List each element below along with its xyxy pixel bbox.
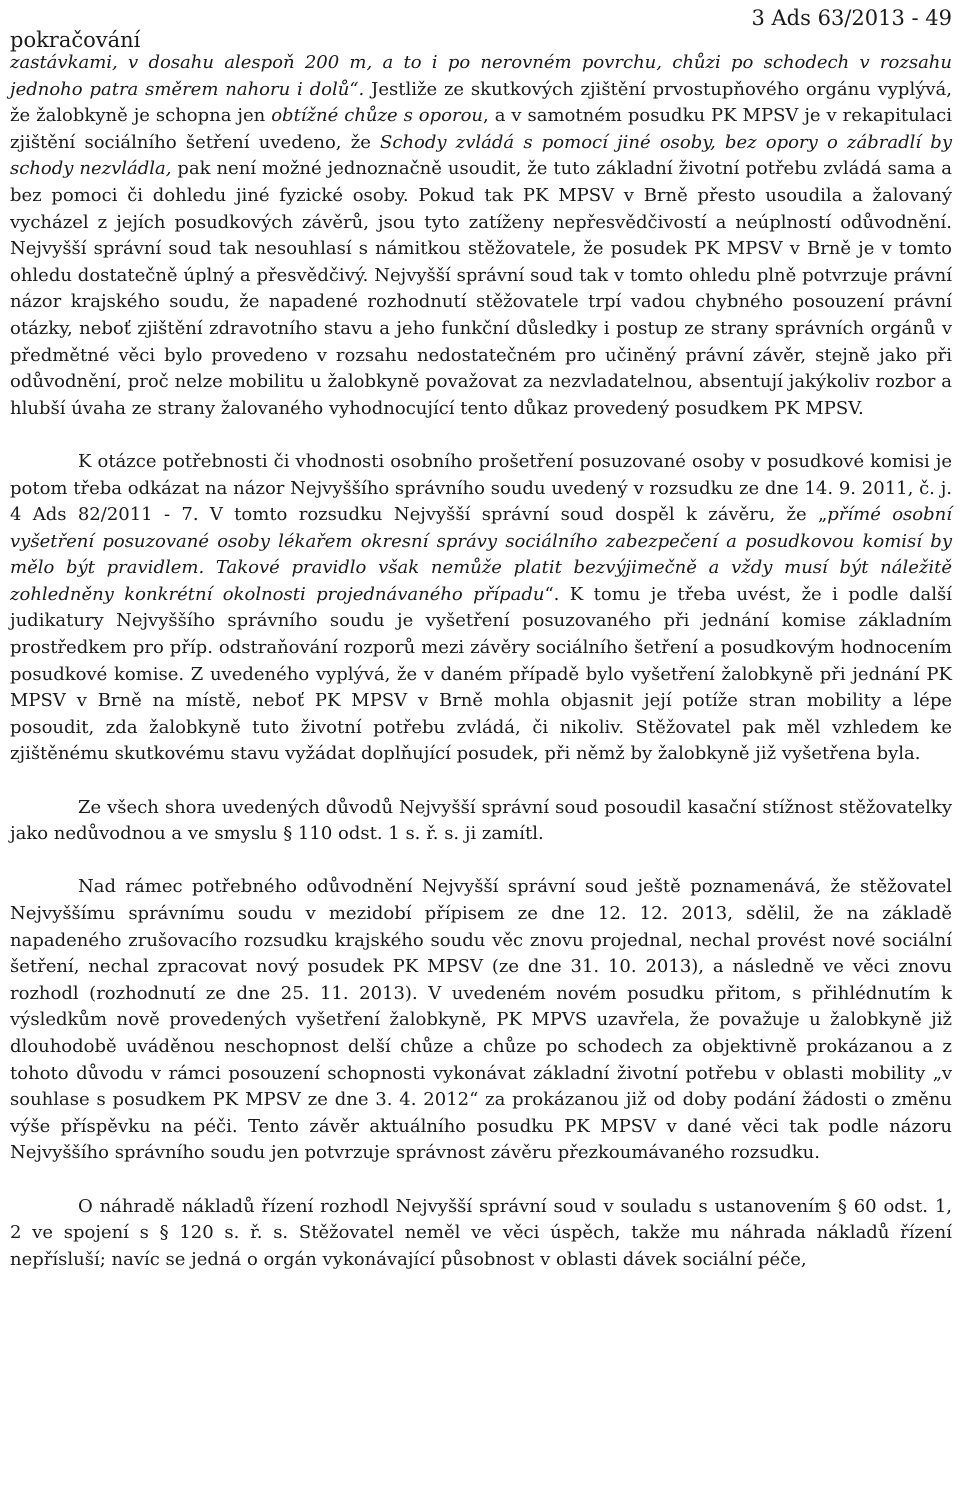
body-text: O náhradě nákladů řízení rozhodl Nejvyšší správní soud v souladu s ustanovením § 60 odst. 1, 2 ve spojení s § 120 s. ř. s. Stěžovatel neměl ve věci úspěch, takže mu náhrada nákladů řízení nepřísluší; navíc se jedná o orgán vykonávající působnost v oblasti dávek sociální péče, [10,1195,952,1270]
quote-text: přímé osobní vyšetření posuzované osoby lékařem okresní správy sociálního zabezpečení a posudkovou komisí by mělo být pravidlem. Takové pravidlo však nemůže platit bezvýjimečně a vždy musí být náležitě zohledněny konkrétní okolnosti projednávaného případu [10,504,953,605]
quote-text: obtížné chůze s oporou [271,105,484,127]
body-text: Jestliže ze skutkových zjištění prvostupňového orgánu vyplývá, že žalobkyně je schopna jen [10,78,953,127]
body-text: “. K tomu je třeba uvést, že i podle další judikatury Nejvyššího správního soudu je vyšetření posuzovaného při jednání komise základním prostředkem pro příp. odstraňování rozporů mezi závěry sociálního šetření a posudkovým hodnocením posudkové komise. Z uvedeného vyplývá, že v daném případě bylo vyšetření žalobkyně při jednání PK MPSV v Brně na místě, neboť PK MPSV v Brně mohla objasnit její potíže stran mobility a lépe posoudit, zda žalobkyně tuto životní potřebu zvládá, či nikoliv. Stěžovatel pak měl vzhledem ke zjištěnému skutkovému stavu vyžádat doplňující posudek, při němž by žalobkyně již vyšetřena byla. [10,583,952,765]
header-case-number: 3 Ads 63/2013 - 49 [751,6,952,30]
header-continuation-label: pokračování [10,28,141,52]
body-text: , a v samotném posudku PK MPSV je v rekapitulaci zjištění sociálního šetření uvedeno, že [10,105,952,153]
body-text: pak není možné jednoznačně usoudit, že tuto základní životní potřebu zvládá sama a bez pomoci či dohledu jiné fyzické osoby. Pokud tak PK MPSV v Brně přesto usoudila a žalovaný vycházel z jejích posudkových závěrů, jsou tyto zatíženy nepřesvědčivostí a neúplností odůvodnění. Nejvyšší správní soud tak nesouhlasí s námitkou stěžovatele, že posudek PK MPSV v Brně je v tomto ohledu dostatečně úplný a přesvědčivý. Nejvyšší správní soud tak v tomto ohledu plně potvrzuje právní názor krajského soudu, že napadené rozhodnutí stěžovatele trpí vadou chybného posouzení právní otázky, neboť zjištění zdravotního stavu a jeho funkční důsledky i postup ze strany správních orgánů v předmětné věci bylo provedeno v rozsahu nedostatečném pro učiněný právní závěr, stejně jako při odůvodnění, proč nelze mobilitu u žalobkyně považovat za nezvladatelnou, absentují jakýkoliv rozbor a hlubší úvaha ze strany žalovaného vyhodnocující tento důkaz provedený posudkem PK MPSV. [10,158,953,419]
quote-text: Schody zvládá s pomocí jiné osoby, bez opory o zábradlí by schody nezvládla, [10,131,952,180]
paragraph-dismissal [10,795,952,848]
document-body [10,50,952,1273]
body-text: Ze všech shora uvedených důvodů Nejvyšší správní soud posoudil kasační stížnost stěžovatelky jako nedůvodnou a ve smyslu § 110 odst. 1 s. ř. s. ji zamítl. [10,796,952,845]
body-text: Nad rámec potřebného odůvodnění Nejvyšší správní soud ještě poznamenává, že stěžovatel Nejvyššímu správnímu soudu v mezidobí přípisem ze dne 12. 12. 2013, sdělil, že na základě napadeného zrušovacího rozsudku krajského soudu věc znovu projednal, nechal provést nové sociální šetření, nechal zpracovat nový posudek PK MPSV (ze dne 31. 10. 2013), a následně ve věci znovu rozhodl (rozhodnutí ze dne 25. 11. 2013). V uvedeném novém posudku přitom, s přihlédnutím k výsledkům nově provedených vyšetření žalobkyně, PK MPVS uzavřela, že považuje u žalobkyně již dlouhodobě uváděnou neschopnost delší chůze a chůze po schodech za objektivně prokázanou a z tohoto důvodu v rámci posouzení schopnosti vykonávat základní životní potřebu v oblasti mobility „v souhlase s posudkem PK MPSV ze dne 3. 4. 2012“ za prokázanou již od doby podání žádosti o změnu výše příspěvku na péči. Tento závěr aktuálního posudku PK MPSV v dané věci tak podle názoru Nejvyššího správního soudu jen potvrzuje správnost závěru přezkoumávaného rozsudku. [10,876,952,1164]
paragraph-costs [10,1194,952,1274]
quote-text: zastávkami, v dosahu alespoň 200 m, a to i po nerovném povrchu, chůzi po schodech v rozsahu jednoho patra směrem nahoru i dolů“. [10,52,952,100]
body-text: K otázce potřebnosti či vhodnosti osobního prošetření posuzované osoby v posudkové komisi je potom třeba odkázat na názor Nejvyššího správního soudu uvedený v rozsudku ze dne 14. 9. 2011, č. j. 4 Ads 82/2011 - 7. V tomto rozsudku Nejvyšší správní soud dospěl k závěru, že „ [10,450,952,526]
paragraph-mobility-assessment [10,50,952,422]
paragraph-additional-note [10,874,952,1167]
paragraph-personal-examination [10,449,952,768]
